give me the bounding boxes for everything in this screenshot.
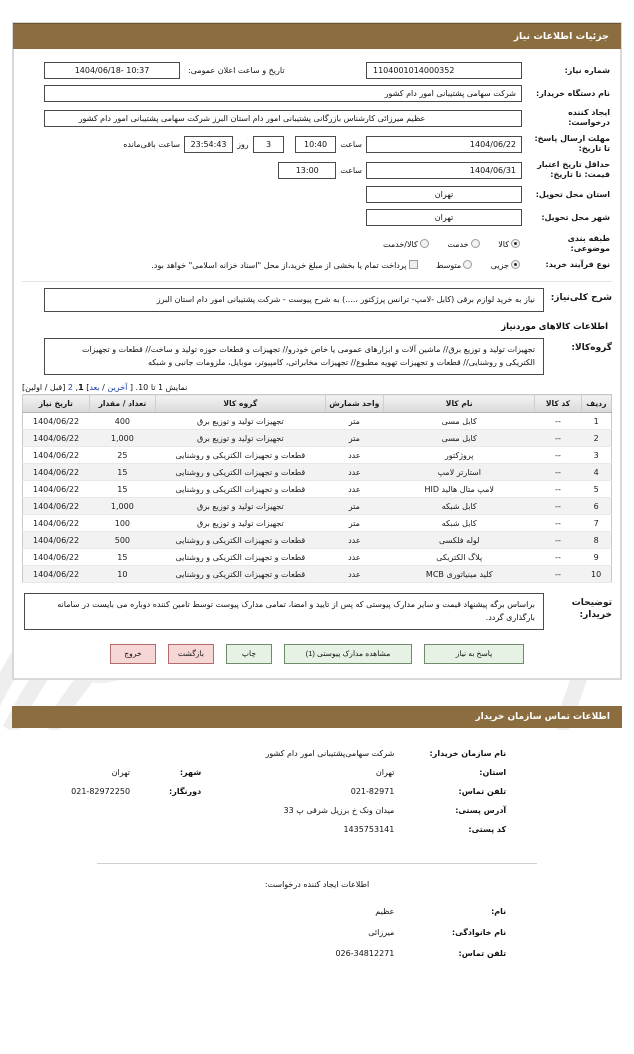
divider-after-radios — [22, 281, 612, 282]
cell-unit: عدد — [325, 481, 383, 498]
countdown-value: 23:54:43 — [184, 136, 233, 153]
remarks-text: براساس برگه پیشنهاد قیمت و سایر مدارک پیوستی که پس از تایید و امضا، تمامی مدارک پیوست توسط تامین کننده دوباره می بایست در سامانه بارگذاری گردد. — [24, 593, 544, 630]
radio-icon-kala[interactable] — [511, 239, 520, 248]
summary-text: نیاز به خرید لوازم برقی (کابل -لامپ- ترانس پرژکتور ،....) به شرح پیوست - شرکت پشتیبانی امور دام استان البرز — [44, 288, 544, 312]
table-row[interactable] — [23, 515, 612, 532]
cell-row-number: 3 — [581, 447, 611, 464]
cell-row-number: 1 — [581, 413, 611, 430]
cell-goods-group: قطعات و تجهیزات الکتریکی و روشنایی — [156, 549, 325, 566]
contact-phone-value: 021-82971 — [350, 786, 395, 796]
summary-label: شرح کلی‌نیاز: — [550, 293, 612, 303]
goods-section-title: اطلاعات کالاهای موردنیاز — [501, 322, 608, 333]
contact-org-value: شرکت سهامی‌پشتیبانی امور دام کشور — [265, 748, 395, 758]
field-row-city — [22, 206, 612, 229]
cell-need-date: 1404/06/22 — [23, 549, 90, 566]
deadline-hour-label: ساعت — [340, 139, 362, 149]
creator-section-title: اطلاعات ایجاد کننده درخواست: — [264, 879, 370, 889]
cell-goods-group: قطعات و تجهیزات الکتریکی و روشنایی — [156, 532, 325, 549]
contact-postal-value: 1435753141 — [343, 824, 395, 834]
cell-unit: عدد — [325, 549, 383, 566]
cell-quantity: 25 — [89, 447, 156, 464]
col-date: تاریخ نیاز — [23, 395, 90, 413]
radio-label-kala-khedmat: کالا/خدمت — [383, 240, 418, 249]
cell-goods-group: تجهیزات تولید و توزیع برق — [156, 413, 325, 430]
creator-row-phone — [12, 943, 622, 964]
cell-goods-code: -- — [535, 532, 581, 549]
checkbox-treasury-note[interactable] — [137, 261, 419, 270]
validity-time: 13:00 — [278, 162, 336, 179]
contact-section-title: اطلاعات تماس سازمان خریدار — [12, 706, 622, 728]
province-value: تهران — [366, 186, 522, 203]
cell-quantity: 10 — [89, 566, 156, 583]
table-row[interactable] — [23, 566, 612, 583]
field-row-buyer-org — [22, 82, 612, 105]
pagination-page-2[interactable]: 2 — [67, 383, 73, 393]
field-row-deadline — [22, 131, 612, 157]
exit-button[interactable]: خروج — [110, 644, 156, 664]
cell-need-date: 1404/06/22 — [23, 566, 90, 583]
col-group: گروه کالا — [156, 395, 325, 413]
cell-row-number: 9 — [581, 549, 611, 566]
creator-row-last-name — [12, 922, 622, 943]
radio-category-kala[interactable] — [484, 240, 522, 249]
province-label: استان محل تحویل: — [535, 189, 610, 199]
action-button-row — [22, 644, 612, 664]
print-button[interactable]: چاپ — [226, 644, 272, 664]
cell-need-date: 1404/06/22 — [23, 498, 90, 515]
creator-first-value: عظیم — [375, 906, 395, 916]
col-row: ردیف — [581, 395, 611, 413]
goods-group-row — [22, 338, 612, 375]
contact-city-label: شهر: — [179, 767, 202, 777]
category-label: طبقه بندی موضوعی: — [567, 234, 610, 253]
radio-label-kala: کالا — [498, 240, 509, 249]
cell-need-date: 1404/06/22 — [23, 481, 90, 498]
contact-address-label: آدرس پستی: — [455, 805, 507, 815]
view-attachments-button[interactable]: مشاهده مدارک پیوستی (1) — [284, 644, 412, 664]
cell-goods-name: لامپ متال هالید HID — [384, 481, 535, 498]
cell-unit: متر — [325, 515, 383, 532]
buyer-contact-section — [12, 706, 622, 964]
pagination-last-link[interactable]: آخرین — [107, 383, 128, 393]
pagination-page-1[interactable]: 1 — [78, 383, 84, 393]
contact-row-org — [12, 744, 622, 763]
cell-unit: متر — [325, 413, 383, 430]
deadline-label: مهلت ارسال پاسخ: تا تاریخ: — [534, 134, 610, 153]
table-row[interactable] — [23, 549, 612, 566]
cell-quantity: 1,000 — [89, 498, 156, 515]
cell-need-date: 1404/06/22 — [23, 464, 90, 481]
process-label: نوع فرآیند خرید: — [545, 260, 610, 269]
cell-need-date: 1404/06/22 — [23, 447, 90, 464]
respond-to-need-button[interactable]: پاسخ به نیاز — [424, 644, 524, 664]
deadline-time: 10:40 — [295, 136, 336, 153]
cell-need-date: 1404/06/22 — [23, 430, 90, 447]
cell-goods-name: پروژکتور — [384, 447, 535, 464]
contact-row-phone-fax — [12, 782, 622, 801]
cell-goods-name: کابل مسی — [384, 413, 535, 430]
cell-goods-code: -- — [535, 515, 581, 532]
contact-province-label: استان: — [479, 767, 507, 777]
pagination: نمایش 1 تا 10. [ آخرین / بعد] 1, 2 [قبل / اولین] — [22, 383, 188, 393]
goods-table-head — [23, 395, 612, 413]
goods-table-body — [23, 413, 612, 583]
cell-unit: متر — [325, 498, 383, 515]
cell-quantity: 15 — [89, 464, 156, 481]
pagination-prev-group: [قبل / اولین] — [22, 383, 66, 393]
radio-category-khedmat[interactable] — [433, 240, 481, 249]
cell-row-number: 2 — [581, 430, 611, 447]
goods-table — [22, 394, 612, 583]
pagination-prefix: نمایش 1 تا 10. — [135, 383, 188, 393]
cell-goods-code: -- — [535, 430, 581, 447]
cell-row-number: 5 — [581, 481, 611, 498]
cell-quantity: 500 — [89, 532, 156, 549]
creator-first-label: نام: — [491, 906, 507, 916]
contact-fax-label: دورنگار: — [169, 786, 202, 796]
back-button[interactable]: بازگشت — [168, 644, 214, 664]
contact-city-value: تهران — [111, 767, 131, 777]
table-row[interactable] — [23, 498, 612, 515]
cell-row-number: 4 — [581, 464, 611, 481]
creator-phone-label: تلفن تماس: — [458, 948, 507, 958]
field-row-creator — [22, 105, 612, 131]
cell-goods-name: لوله فلکسی — [384, 532, 535, 549]
remaining-days-label: روز — [237, 139, 249, 149]
cell-unit: عدد — [325, 532, 383, 549]
cell-goods-name: کابل مسی — [384, 430, 535, 447]
contact-province-value: تهران — [375, 767, 395, 777]
col-name: نام کالا — [384, 395, 535, 413]
contact-table — [12, 744, 622, 839]
cell-goods-code: -- — [535, 464, 581, 481]
goods-group-text: تجهیزات تولید و توزیع برق// ماشین آلات و ابزارهای عمومی یا خاص خودرو// تجهیزات و قطعات حوزه تولید و ساخت// قطعات و تجهیزات الکتریکی و روشنایی// قطعات و تجهیزات تهویه مطبوع// تجهیزات مخابراتی، کامپیوتر، موبایل، ملزومات جانبی و شبکه — [44, 338, 544, 375]
cell-unit: عدد — [325, 447, 383, 464]
category-row — [22, 231, 612, 273]
radio-process-motavaset[interactable] — [422, 261, 474, 270]
col-code: کد کالا — [535, 395, 581, 413]
cell-goods-name: کابل شبکه — [384, 515, 535, 532]
announce-label: تاریخ و ساعت اعلان عمومی: — [188, 66, 285, 75]
buyer-org-value: شرکت سهامی پشتیبانی امور دام کشور — [44, 85, 522, 102]
table-row[interactable] — [23, 532, 612, 549]
cell-unit: متر — [325, 430, 383, 447]
radio-label-khedmat: خدمت — [447, 240, 469, 249]
contact-row-postal — [12, 820, 622, 839]
validity-hour-label: ساعت — [340, 165, 362, 175]
countdown-label: ساعت باقی‌مانده — [123, 139, 180, 149]
cell-unit: عدد — [325, 464, 383, 481]
need-details-panel — [12, 22, 622, 680]
cell-goods-code: -- — [535, 481, 581, 498]
col-unit: واحد شمارش — [325, 395, 383, 413]
table-row[interactable] — [23, 447, 612, 464]
buyer-org-label: نام دستگاه خریدار: — [536, 88, 610, 98]
cell-quantity: 400 — [89, 413, 156, 430]
creator-last-label: نام خانوادگی: — [451, 927, 507, 937]
table-row[interactable] — [23, 413, 612, 430]
remarks-label: توضیحات خریدار: — [571, 598, 612, 620]
cell-unit: عدد — [325, 566, 383, 583]
announce-value: 10:37 -1404/06/18 — [44, 62, 180, 79]
checkbox-icon-treasury[interactable] — [409, 260, 418, 269]
creator-value: عظیم میرزائی کارشناس بازرگانی پشتیبانی امور دام استان البرز شرکت سهامی پشتیبانی امور دام کشور — [78, 113, 426, 123]
creator-label: ایجاد کننده درخواست: — [568, 108, 610, 127]
creator-table — [12, 901, 622, 964]
contact-postal-label: کد پستی: — [468, 824, 507, 834]
need-details-body — [13, 49, 621, 679]
cell-goods-name: پلاگ الکتریکی — [384, 549, 535, 566]
creator-box — [44, 110, 522, 127]
cell-goods-group: تجهیزات تولید و توزیع برق — [156, 515, 325, 532]
city-label: شهر محل تحویل: — [541, 212, 610, 222]
field-row-validity — [22, 157, 612, 183]
cell-quantity: 15 — [89, 549, 156, 566]
creator-phone-value: 026-34812271 — [335, 948, 395, 958]
validity-label: حداقل تاریخ اعتبار قیمت: تا تاریخ: — [537, 160, 610, 179]
contact-row-address — [12, 801, 622, 820]
radio-label-jozei: جزیی — [490, 261, 509, 270]
cell-row-number: 8 — [581, 532, 611, 549]
creator-last-value: میرزائی — [368, 927, 395, 937]
radio-icon-jozei[interactable] — [511, 260, 520, 269]
contact-divider — [97, 863, 537, 864]
radio-category-kala-khedmat[interactable] — [369, 240, 431, 249]
contact-phone-label: تلفن تماس: — [458, 786, 507, 796]
cell-goods-name: استارتر لامپ — [384, 464, 535, 481]
pagination-bracket-open: [ — [127, 383, 133, 393]
city-value: تهران — [366, 209, 522, 226]
need-fields-table — [22, 59, 612, 229]
field-row-need-number — [22, 59, 612, 82]
validity-date: 1404/06/31 — [366, 162, 522, 179]
contact-address-value: میدان ونک خ برزیل شرقی پ 33 — [283, 805, 395, 815]
table-row[interactable] — [23, 481, 612, 498]
cell-goods-group: تجهیزات تولید و توزیع برق — [156, 498, 325, 515]
cell-goods-name: کابل شبکه — [384, 498, 535, 515]
cell-row-number: 7 — [581, 515, 611, 532]
pagination-next-link[interactable]: بعد — [89, 383, 100, 393]
contact-fax-value: 021-82972250 — [71, 786, 131, 796]
summary-row — [22, 288, 612, 312]
cell-goods-group: قطعات و تجهیزات الکتریکی و روشنایی — [156, 464, 325, 481]
radio-icon-motavaset[interactable] — [463, 260, 472, 269]
need-number-value: 1104001014000352 — [366, 62, 522, 79]
deadline-date: 1404/06/22 — [366, 136, 522, 153]
page-title: جزئیات اطلاعات نیاز — [13, 23, 621, 49]
field-row-province — [22, 183, 612, 206]
radio-label-motavaset: متوسط — [436, 261, 462, 270]
radio-icon-kala-khedmat[interactable] — [420, 239, 429, 248]
cell-goods-group: تجهیزات تولید و توزیع برق — [156, 430, 325, 447]
cell-need-date: 1404/06/22 — [23, 413, 90, 430]
cell-need-date: 1404/06/22 — [23, 532, 90, 549]
cell-row-number: 6 — [581, 498, 611, 515]
cell-goods-code: -- — [535, 549, 581, 566]
cell-goods-code: -- — [535, 566, 581, 583]
contact-row-province-city — [12, 763, 622, 782]
creator-row-first-name — [12, 901, 622, 922]
cell-need-date: 1404/06/22 — [23, 515, 90, 532]
contact-org-label: نام سازمان خریدار: — [429, 748, 507, 758]
radio-icon-khedmat[interactable] — [471, 239, 480, 248]
cell-goods-group: قطعات و تجهیزات الکتریکی و روشنایی — [156, 566, 325, 583]
need-number-label: شماره نیاز: — [564, 65, 610, 75]
cell-goods-code: -- — [535, 413, 581, 430]
cell-row-number: 10 — [581, 566, 611, 583]
goods-group-label: گروه‌کالا: — [571, 343, 612, 354]
cell-quantity: 100 — [89, 515, 156, 532]
table-row[interactable] — [23, 464, 612, 481]
goods-header-row — [23, 395, 612, 413]
treasury-note-label: پرداخت تمام یا بخشی از مبلغ خرید،از محل "اسناد خزانه اسلامی" خواهد بود. — [151, 261, 407, 270]
remaining-days-value: 3 — [253, 136, 283, 153]
cell-goods-name: کلید مینیاتوری MCB — [384, 566, 535, 583]
cell-goods-group: قطعات و تجهیزات الکتریکی و روشنایی — [156, 447, 325, 464]
remarks-row — [22, 593, 612, 630]
cell-quantity: 1,000 — [89, 430, 156, 447]
cell-goods-code: -- — [535, 498, 581, 515]
radio-process-jozei[interactable] — [477, 261, 522, 270]
cell-goods-group: قطعات و تجهیزات الکتریکی و روشنایی — [156, 481, 325, 498]
cell-quantity: 15 — [89, 481, 156, 498]
col-qty: تعداد / مقدار — [89, 395, 156, 413]
table-row[interactable] — [23, 430, 612, 447]
cell-goods-code: -- — [535, 447, 581, 464]
